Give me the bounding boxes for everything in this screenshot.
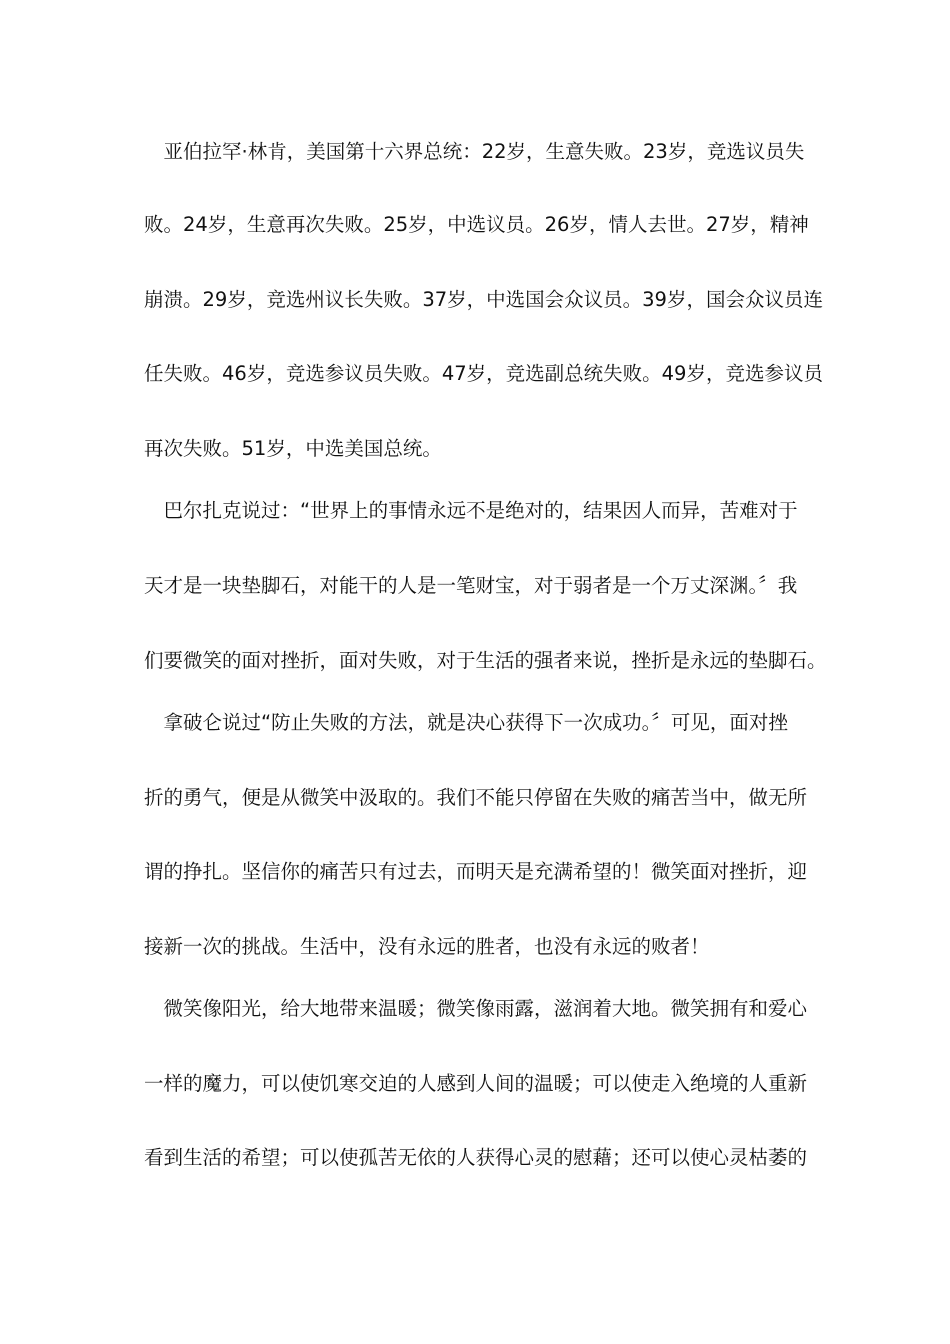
text-line: 拿破仑说过“防止失败的方法，就是决心获得下一次成功。〞可见，面对挫 bbox=[144, 711, 788, 734]
text-line: 任失败。46岁，竞选参议员失败。47岁，竞选副总统失败。49岁，竞选参议员 bbox=[144, 362, 823, 385]
text-line: 折的勇气，便是从微笑中汲取的。我们不能只停留在失败的痛苦当中，做无所 bbox=[144, 786, 808, 809]
text-line: 崩溃。29岁，竞选州议长失败。37岁，中选国会众议员。39岁，国会众议员连 bbox=[144, 288, 823, 311]
text-line: 谓的挣扎。坚信你的痛苦只有过去，而明天是充满希望的！微笑面对挫折，迎 bbox=[144, 860, 808, 883]
text-line: 接新一次的挑战。生活中，没有永远的胜者，也没有永远的败者！ bbox=[144, 935, 710, 958]
text-line: 一样的魔力，可以使饥寒交迫的人感到人间的温暖；可以使走入绝境的人重新 bbox=[144, 1072, 808, 1095]
text-line: 亚伯拉罕·林肯，美国第十六界总统：22岁，生意失败。23岁，竞选议员失 bbox=[144, 140, 805, 163]
text-line: 看到生活的希望；可以使孤苦无依的人获得心灵的慰藉；还可以使心灵枯萎的 bbox=[144, 1146, 808, 1169]
text-line: 巴尔扎克说过：“世界上的事情永远不是绝对的，结果因人而异，苦难对于 bbox=[144, 499, 798, 522]
text-line: 再次失败。51岁，中选美国总统。 bbox=[144, 437, 442, 460]
text-line: 败。24岁，生意再次失败。25岁，中选议员。26岁，情人去世。27岁，精神 bbox=[144, 213, 809, 236]
text-line: 天才是一块垫脚石，对能干的人是一笔财宝，对于弱者是一个万丈深渊。〞我 bbox=[144, 574, 798, 597]
text-line: 们要微笑的面对挫折，面对失败，对于生活的强者来说，挫折是永远的垫脚石。 bbox=[144, 649, 827, 672]
text-line: 微笑像阳光，给大地带来温暖；微笑像雨露，滋润着大地。微笑拥有和爱心 bbox=[144, 997, 808, 1020]
